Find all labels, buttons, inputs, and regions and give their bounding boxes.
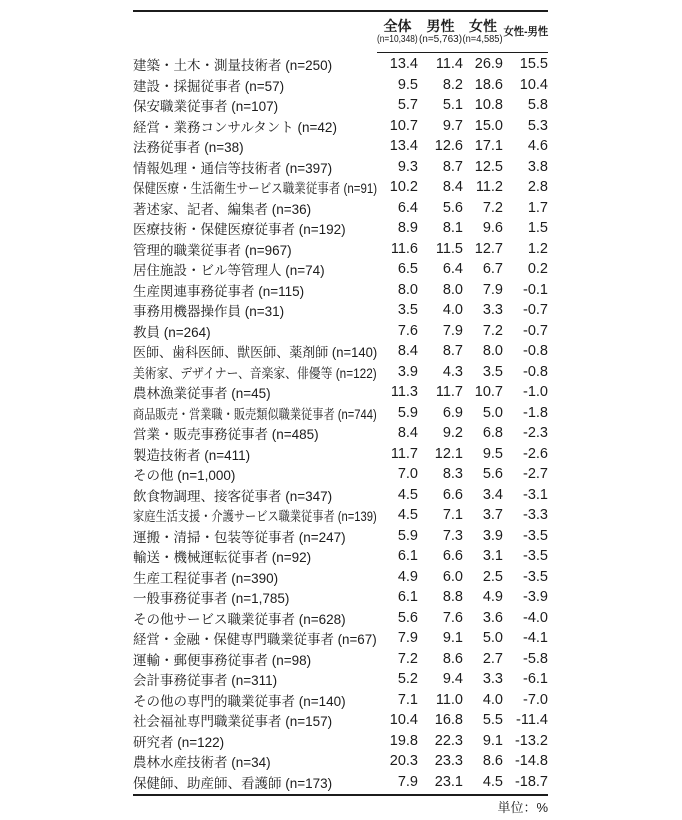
occupation-name-cell — [133, 218, 377, 238]
value-cell: 9.6 — [482, 220, 503, 237]
occupation-name: 建設・採掘従事者 (n=57) — [133, 78, 285, 94]
occupation-name-cell — [133, 300, 377, 320]
value-cell: -3.5 — [523, 548, 548, 565]
occupation-name-cell — [133, 444, 377, 464]
occupation-name: 経営・金融・保健専門職業従事者 (n=67) — [133, 632, 377, 648]
table-row — [133, 710, 548, 731]
value-cell: 7.0 — [397, 466, 418, 483]
occupation-name-cell — [133, 321, 377, 341]
value-cell: 6.4 — [442, 261, 463, 278]
table-header — [133, 12, 548, 53]
occupation-name: 建築・土木・測量技術者 (n=250) — [133, 58, 333, 74]
occupation-name: 法務従事者 (n=38) — [133, 140, 244, 156]
occupation-name: 輸送・機械運転従事者 (n=92) — [133, 550, 312, 566]
table-body — [133, 53, 548, 794]
value-cell: 5.8 — [527, 97, 548, 114]
value-cell: 1.2 — [527, 240, 548, 257]
value-cell: -0.1 — [523, 281, 548, 298]
value-cell: -3.5 — [523, 527, 548, 544]
occupation-name: 研究者 (n=122) — [133, 734, 225, 750]
value-cell: 1.7 — [527, 199, 548, 216]
value-cell: 7.2 — [482, 322, 503, 339]
value-cell: 4.5 — [397, 507, 418, 524]
occupation-name-cell — [133, 587, 377, 607]
occupation-name-cell — [133, 464, 377, 484]
value-cell: 3.5 — [397, 302, 418, 319]
table-row — [133, 772, 548, 793]
table-row — [133, 690, 548, 711]
occupation-name-cell — [133, 526, 377, 546]
occupation-name-cell — [133, 608, 377, 628]
occupation-name: 保安職業従事者 (n=107) — [133, 99, 279, 115]
value-cell: -13.2 — [514, 732, 548, 749]
occupation-name-cell — [133, 362, 377, 382]
value-cell: 13.4 — [389, 138, 418, 155]
value-cell: 12.7 — [474, 240, 503, 257]
table-row — [133, 526, 548, 547]
table-row — [133, 444, 548, 465]
table-row — [133, 546, 548, 567]
value-cell: 6.0 — [442, 568, 463, 585]
occupation-name-cell — [133, 485, 377, 505]
value-cell: 7.9 — [397, 630, 418, 647]
occupation-name-cell — [133, 54, 377, 74]
value-cell: -5.8 — [523, 650, 548, 667]
value-cell: 8.4 — [397, 343, 418, 360]
unit-note: 単位：% — [497, 800, 548, 815]
value-cell: 4.5 — [482, 773, 503, 790]
value-cell: 10.7 — [389, 117, 418, 134]
occupation-name: 医師、歯科医師、獣医師、薬剤師 (n=140) — [133, 345, 378, 361]
value-cell: 8.6 — [482, 753, 503, 770]
table-row — [133, 751, 548, 772]
value-cell: 9.1 — [482, 732, 503, 749]
value-cell: -2.6 — [523, 445, 548, 462]
column-header-total — [377, 12, 418, 53]
column-label: 女性-男性 — [503, 25, 548, 38]
occupation-name: 事務用機器操作員 (n=31) — [133, 304, 285, 320]
column-subcount: (n=5,763) — [418, 34, 463, 46]
value-cell: 7.6 — [442, 609, 463, 626]
value-cell: 11.5 — [435, 240, 463, 257]
value-cell: 23.1 — [434, 773, 463, 790]
value-cell: -7.0 — [523, 691, 548, 708]
value-cell: 5.3 — [527, 117, 548, 134]
column-header-male — [418, 12, 463, 53]
value-cell: 4.5 — [397, 486, 418, 503]
value-cell: 4.9 — [482, 589, 503, 606]
value-cell: 11.7 — [390, 445, 418, 462]
value-cell: -3.1 — [523, 486, 548, 503]
table-row — [133, 75, 548, 96]
occupation-name-cell — [133, 239, 377, 259]
table-row — [133, 341, 548, 362]
value-cell: 10.7 — [474, 384, 503, 401]
value-cell: 2.5 — [482, 568, 503, 585]
table-row — [133, 280, 548, 301]
value-cell: 7.6 — [397, 322, 418, 339]
occupation-name: その他 (n=1,000) — [133, 468, 236, 484]
value-cell: 8.6 — [442, 650, 463, 667]
value-cell: 4.0 — [442, 302, 463, 319]
occupation-name: 生産工程従事者 (n=390) — [133, 570, 279, 586]
value-cell: 6.1 — [397, 589, 418, 606]
table-row — [133, 382, 548, 403]
column-label: 全体 — [383, 18, 412, 35]
occupation-name: 美術家、デザイナー、音楽家、俳優等 (n=122) — [133, 365, 377, 381]
value-cell: 1.5 — [527, 220, 548, 237]
occupation-name: 管理的職業従事者 (n=967) — [133, 242, 292, 258]
occupation-name-cell — [133, 710, 377, 730]
table-row — [133, 423, 548, 444]
value-cell: 3.3 — [482, 671, 503, 688]
value-cell: -6.1 — [523, 671, 548, 688]
value-cell: 4.6 — [527, 138, 548, 155]
value-cell: -1.0 — [523, 384, 548, 401]
column-label: 男性 — [426, 18, 455, 35]
value-cell: 3.4 — [482, 486, 503, 503]
value-cell: 3.3 — [482, 302, 503, 319]
occupation-name-cell — [133, 567, 377, 587]
occupation-name: 飲食物調理、接客従事者 (n=347) — [133, 488, 333, 504]
value-cell: 5.9 — [397, 527, 418, 544]
value-cell: 8.8 — [442, 589, 463, 606]
table-row — [133, 218, 548, 239]
value-cell: 5.0 — [482, 630, 503, 647]
value-cell: 8.7 — [442, 158, 463, 175]
value-cell: 7.1 — [397, 691, 418, 708]
table-row — [133, 403, 548, 424]
table-row — [133, 321, 548, 342]
value-cell: -3.3 — [523, 507, 548, 524]
occupation-name: 情報処理・通信等技術者 (n=397) — [133, 160, 333, 176]
value-cell: 15.5 — [519, 56, 548, 73]
occupation-name: 保健師、助産師、看護師 (n=173) — [133, 775, 333, 791]
value-cell: 12.6 — [434, 138, 463, 155]
occupation-name: 居住施設・ビル等管理人 (n=74) — [133, 263, 325, 279]
occupation-name-cell — [133, 690, 377, 710]
value-cell: 6.5 — [397, 261, 418, 278]
occupation-name-cell — [133, 198, 377, 218]
value-cell: -14.8 — [514, 753, 548, 770]
table-row — [133, 198, 548, 219]
occupation-name-cell — [133, 546, 377, 566]
occupation-name-cell — [133, 177, 377, 197]
table-row — [133, 136, 548, 157]
occupation-name: 農林漁業従事者 (n=45) — [133, 386, 271, 402]
value-cell: 5.7 — [397, 97, 418, 114]
table-row — [133, 95, 548, 116]
column-header-female — [463, 12, 503, 53]
value-cell: 6.6 — [442, 548, 463, 565]
value-cell: 6.6 — [442, 486, 463, 503]
occupation-name-cell — [133, 136, 377, 156]
column-subcount: (n=4,585) — [462, 34, 504, 46]
value-cell: -3.9 — [523, 589, 548, 606]
value-cell: 3.1 — [482, 548, 503, 565]
value-cell: 11.2 — [475, 179, 503, 196]
occupation-name: 一般事務従事者 (n=1,785) — [133, 591, 290, 607]
value-cell: 5.5 — [482, 712, 503, 729]
value-cell: 6.7 — [482, 261, 503, 278]
value-cell: -11.4 — [516, 712, 548, 729]
value-cell: 7.2 — [397, 650, 418, 667]
value-cell: 23.3 — [434, 753, 463, 770]
value-cell: 3.9 — [482, 527, 503, 544]
occupation-name: 教員 (n=264) — [133, 324, 211, 340]
occupation-name-cell — [133, 75, 377, 95]
occupation-name-cell — [133, 341, 377, 361]
table-row — [133, 259, 548, 280]
value-cell: -3.5 — [523, 568, 548, 585]
value-cell: 6.1 — [397, 548, 418, 565]
value-cell: 8.4 — [397, 425, 418, 442]
occupation-name-cell — [133, 95, 377, 115]
value-cell: 11.6 — [390, 240, 418, 257]
table-row — [133, 177, 548, 198]
value-cell: 5.6 — [482, 466, 503, 483]
occupation-name: その他の専門的職業従事者 (n=140) — [133, 693, 346, 709]
occupation-name-cell — [133, 280, 377, 300]
value-cell: 13.4 — [389, 56, 418, 73]
value-cell: 19.8 — [389, 732, 418, 749]
value-cell: 8.1 — [442, 220, 463, 237]
value-cell: 7.1 — [442, 507, 463, 524]
value-cell: 3.5 — [482, 363, 503, 380]
value-cell: 2.7 — [482, 650, 503, 667]
table-row — [133, 628, 548, 649]
value-cell: 5.2 — [397, 671, 418, 688]
occupation-name: 営業・販売事務従事者 (n=485) — [133, 427, 319, 443]
value-cell: 11.0 — [435, 691, 463, 708]
value-cell: -2.3 — [523, 425, 548, 442]
table-row — [133, 567, 548, 588]
occupation-name-cell — [133, 116, 377, 136]
value-cell: 22.3 — [434, 732, 463, 749]
value-cell: 9.5 — [482, 445, 503, 462]
occupation-name: 社会福祉専門職業従事者 (n=157) — [133, 714, 333, 730]
value-cell: -0.7 — [523, 322, 548, 339]
value-cell: 8.4 — [442, 179, 463, 196]
value-cell: 3.9 — [397, 363, 418, 380]
value-cell: -0.8 — [523, 343, 548, 360]
value-cell: 3.8 — [527, 158, 548, 175]
column-subcount: (n=10,348) — [377, 34, 418, 46]
value-cell: 3.6 — [482, 609, 503, 626]
occupation-name: 家庭生活支援・介護サービス職業従事者 (n=139) — [133, 509, 377, 525]
value-cell: 26.9 — [474, 56, 503, 73]
occupation-name: 運輸・郵便事務従事者 (n=98) — [133, 652, 312, 668]
value-cell: 8.9 — [397, 220, 418, 237]
occupation-name: 医療技術・保健医療従事者 (n=192) — [133, 222, 346, 238]
table-row — [133, 649, 548, 670]
table-row — [133, 157, 548, 178]
value-cell: 2.8 — [527, 179, 548, 196]
value-cell: 9.5 — [397, 76, 418, 93]
table-row — [133, 300, 548, 321]
value-cell: 7.9 — [442, 322, 463, 339]
occupation-name-cell — [133, 505, 377, 525]
occupation-name: 農林水産技術者 (n=34) — [133, 755, 271, 771]
value-cell: 9.7 — [442, 117, 463, 134]
occupation-name-cell — [133, 669, 377, 689]
table-row — [133, 54, 548, 75]
value-cell: 20.3 — [389, 753, 418, 770]
occupation-name: その他サービス職業従事者 (n=628) — [133, 611, 346, 627]
occupation-name-cell — [133, 628, 377, 648]
table-row — [133, 464, 548, 485]
value-cell: -4.0 — [523, 609, 548, 626]
value-cell: 7.3 — [442, 527, 463, 544]
value-cell: -0.7 — [523, 302, 548, 319]
value-cell: 5.9 — [397, 404, 418, 421]
value-cell: 8.0 — [442, 281, 463, 298]
occupation-name-cell — [133, 731, 377, 751]
occupation-name: 生産関連事務従事者 (n=115) — [133, 283, 305, 299]
value-cell: 4.0 — [482, 691, 503, 708]
column-header-female-minus-male — [503, 12, 548, 53]
occupation-name: 著述家、記者、編集者 (n=36) — [133, 201, 312, 217]
value-cell: 5.6 — [397, 609, 418, 626]
occupation-name: 保健医療・生活衛生サービス職業従事者 (n=91) — [133, 181, 378, 197]
occupation-name-cell — [133, 649, 377, 669]
occupation-name: 経営・業務コンサルタント (n=42) — [133, 119, 337, 135]
value-cell: 5.6 — [442, 199, 463, 216]
value-cell: 7.9 — [397, 773, 418, 790]
occupation-name: 製造技術者 (n=411) — [133, 447, 251, 463]
occupation-name-cell — [133, 772, 377, 792]
value-cell: 5.0 — [482, 404, 503, 421]
value-cell: 9.4 — [442, 671, 463, 688]
value-cell: 0.2 — [527, 261, 548, 278]
value-cell: 9.2 — [442, 425, 463, 442]
value-cell: 15.0 — [474, 117, 503, 134]
value-cell: 6.8 — [482, 425, 503, 442]
value-cell: 16.8 — [434, 712, 463, 729]
value-cell: 7.9 — [482, 281, 503, 298]
value-cell: -2.7 — [523, 466, 548, 483]
value-cell: 11.4 — [435, 56, 463, 73]
value-cell: -1.8 — [523, 404, 548, 421]
value-cell: 6.4 — [397, 199, 418, 216]
table-row — [133, 239, 548, 260]
value-cell: 10.8 — [474, 97, 503, 114]
value-cell: 5.1 — [442, 97, 463, 114]
occupation-name-cell — [133, 423, 377, 443]
value-cell: -18.7 — [514, 773, 548, 790]
occupation-table — [133, 10, 548, 796]
table-row — [133, 505, 548, 526]
value-cell: 10.4 — [389, 712, 418, 729]
value-cell: -4.1 — [523, 630, 548, 647]
value-cell: 7.2 — [482, 199, 503, 216]
table-row — [133, 485, 548, 506]
value-cell: 9.1 — [442, 630, 463, 647]
value-cell: 8.3 — [442, 466, 463, 483]
value-cell: 4.9 — [397, 568, 418, 585]
value-cell: 3.7 — [482, 507, 503, 524]
table-row — [133, 608, 548, 629]
occupation-name: 運搬・清掃・包装等従事者 (n=247) — [133, 529, 346, 545]
value-cell: 8.0 — [397, 281, 418, 298]
table-row — [133, 362, 548, 383]
value-cell: 9.3 — [397, 158, 418, 175]
value-cell: 8.0 — [482, 343, 503, 360]
value-cell: 11.3 — [390, 384, 418, 401]
occupation-name-cell — [133, 259, 377, 279]
occupation-name: 会計事務従事者 (n=311) — [133, 673, 278, 689]
value-cell: 8.2 — [442, 76, 463, 93]
occupation-name-cell — [133, 157, 377, 177]
value-cell: 10.2 — [389, 179, 418, 196]
table-row — [133, 587, 548, 608]
table-row — [133, 669, 548, 690]
value-cell: 12.5 — [474, 158, 503, 175]
value-cell: 10.4 — [519, 76, 548, 93]
occupation-name-cell — [133, 403, 377, 423]
value-cell: 18.6 — [474, 76, 503, 93]
value-cell: 11.7 — [435, 384, 463, 401]
value-cell: 12.1 — [434, 445, 463, 462]
value-cell: -0.8 — [523, 363, 548, 380]
occupation-name: 商品販売・営業職・販売類似職業従事者 (n=744) — [133, 406, 377, 422]
occupation-column-spacer — [133, 12, 377, 53]
occupation-name-cell — [133, 382, 377, 402]
value-cell: 6.9 — [442, 404, 463, 421]
occupation-name-cell — [133, 751, 377, 771]
value-cell: 17.1 — [474, 138, 503, 155]
value-cell: 8.7 — [442, 343, 463, 360]
table-row — [133, 116, 548, 137]
value-cell: 4.3 — [442, 363, 463, 380]
column-label: 女性 — [469, 18, 497, 35]
table-row — [133, 731, 548, 752]
